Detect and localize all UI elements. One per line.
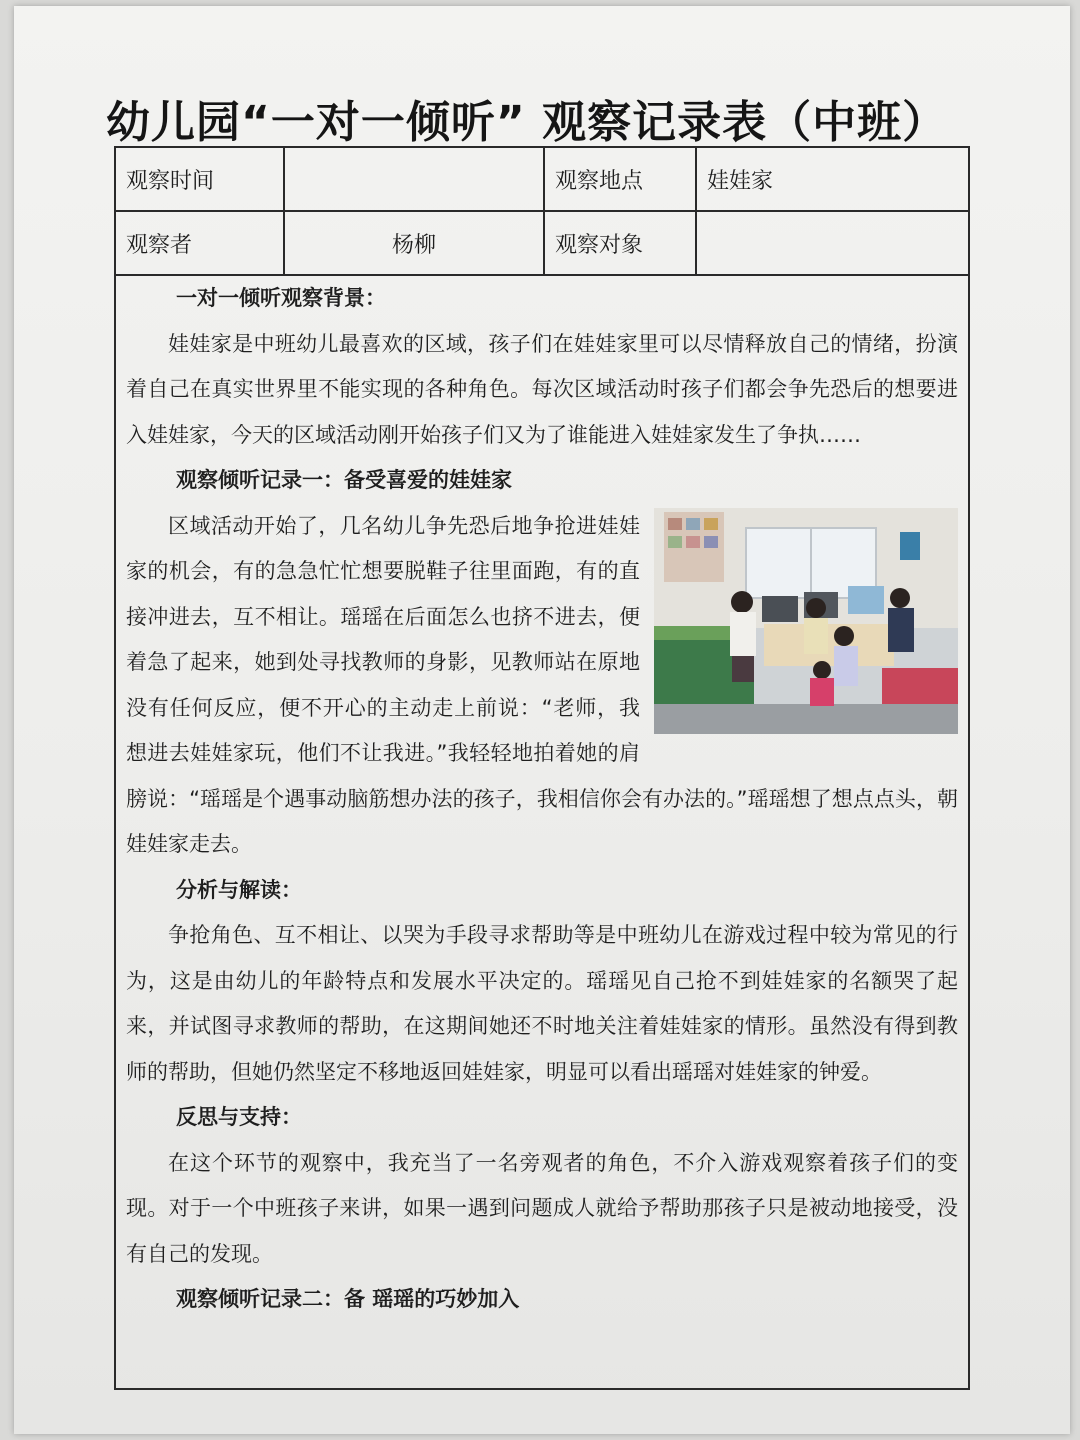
record-body — [116, 276, 968, 1388]
observer-value: 杨柳 — [284, 211, 544, 275]
info-table — [116, 148, 968, 276]
time-value — [284, 148, 544, 211]
time-label: 观察时间 — [116, 148, 284, 211]
place-label: 观察地点 — [544, 148, 696, 211]
classroom-photo — [654, 508, 958, 734]
background-heading: 一对一倾听观察背景： — [176, 286, 386, 310]
subject-value — [696, 211, 968, 275]
analysis-heading: 分析与解读： — [176, 877, 302, 902]
record1-text: 区域活动开始了，几名幼儿争先恐后地争抢进娃娃家的机会，有的急急忙忙想要脱鞋子往里面跑，有的直接冲进去，互不相让。瑶瑶在后面怎么也挤不进去，便着急了起来，她到处寻找教师的身影，见教师站在原地没有任何反应，便不开心的主动走上前说：“老师，我想进去娃娃家玩，他们不让我进。”我轻轻地拍着她的肩膀说：“瑶瑶是个遇事动脑筋想办法的孩子，我相信你会有办法的。”瑶瑶想了想点点头，朝娃娃家走去。 — [126, 513, 958, 856]
record1-heading: 观察倾听记录一：备受喜爱的娃娃家 — [176, 468, 512, 492]
place-value: 娃娃家 — [696, 148, 968, 211]
analysis-text: 争抢角色、互不相让、以哭为手段寻求帮助等是中班幼儿在游戏过程中较为常见的行为，这是由幼儿的年龄特点和发展水平决定的。瑶瑶见自己抢不到娃娃家的名额哭了起来，并试图寻求教师的帮助，在这期间她还不时地关注着娃娃家的情形。虽然没有得到教师的帮助，但她仍然坚定不移地返回娃娃家，明显可以看出瑶瑶对娃娃家的钟爱。 — [126, 923, 958, 1084]
reflection-text: 在这个环节的观察中，我充当了一名旁观者的角色，不介入游戏观察着孩子们的变现。对于一个中班孩子来讲，如果一遇到问题成人就给予帮助那孩子只是被动地接受，没有自己的发现。 — [126, 1150, 958, 1266]
record2-heading: 观察倾听记录二：备 瑶瑶的巧妙加入 — [176, 1287, 520, 1311]
observer-label: 观察者 — [116, 211, 284, 275]
info-row-2 — [116, 211, 968, 275]
info-row-1 — [116, 148, 968, 211]
background-text: 娃娃家是中班幼儿最喜欢的区域，孩子们在娃娃家里可以尽情释放自己的情绪，扮演着自己在真实世界里不能实现的各种角色。每次区域活动时孩子们都会争先恐后的想要进入娃娃家，今天的区域活动刚开始孩子们又为了谁能进入娃娃家发生了争执…… — [126, 331, 958, 447]
reflection-heading: 反思与支持： — [176, 1105, 302, 1129]
observation-form — [114, 146, 970, 1390]
subject-label: 观察对象 — [544, 211, 696, 275]
form-title: 幼儿园“一对一倾听” 观察记录表（中班） — [106, 97, 948, 148]
